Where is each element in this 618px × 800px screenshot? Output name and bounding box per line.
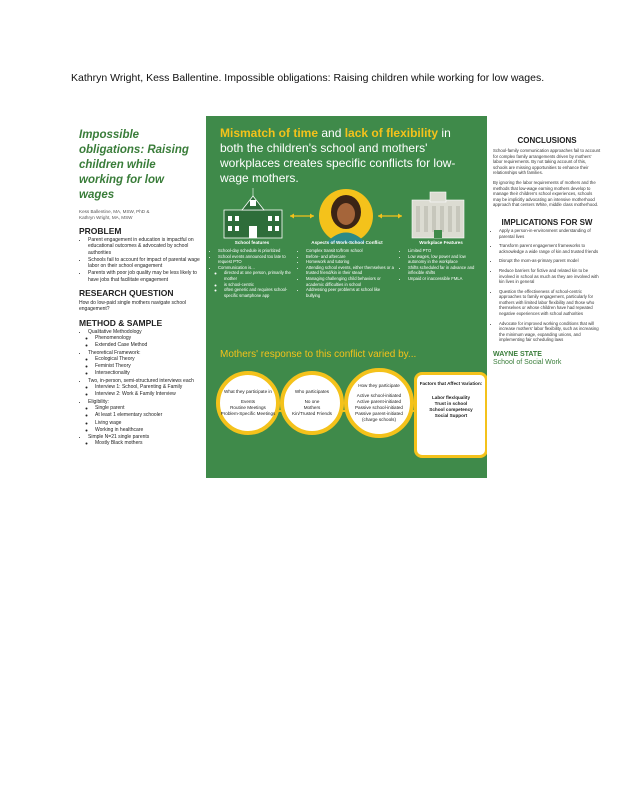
school-feature-subitem: ◦ often generic and requires school-specific smartphone app: [224, 287, 292, 298]
circle-heading: What they participate in: [223, 389, 272, 394]
factors-body: Labor flex/quality Trust in school School competency Social Support: [429, 395, 473, 418]
authors-line-2: Kathryn Wright, MA, MSW: [79, 215, 133, 220]
authors-line-1: Kess Ballentine, MA, MSW, PhD &: [79, 209, 150, 214]
conclusions-paragraph-1: School-family communication approaches fail to account for complex family arrangements driven by mothers' labor requirements. By not taking account of this, schools are missing opportunities to enhance their relationships with families.: [493, 148, 601, 176]
conclusions-paragraph-2: By ignoring the labor requirements of mothers and the methods that low-wage earning mothers develop to manage their children's school experiences, schools may be implicitly advocating an intensive motherhood approach that centers White, middle class motherhood.: [493, 179, 599, 208]
headline-and: and: [318, 126, 345, 140]
conflict-aspects-list: [300, 248, 394, 298]
method-list: [79, 329, 201, 447]
headline-highlight-1: Mismatch of time: [220, 126, 319, 140]
method-subitem: ◦ Feminist Theory: [95, 363, 201, 369]
implication-item: • Reduce barriers for fictive and related kin to be involved in school as much as they are involved with kin lives in general: [499, 268, 601, 285]
wayne-state-logo: [493, 351, 601, 367]
circle-who-participates: [280, 371, 344, 435]
circle-body: No one Mothers Kin/Trusted Friends: [292, 399, 332, 416]
responses-subheading: Mothers' response to this conflict varied by...: [220, 349, 417, 360]
implication-item: • Apply a person-in-environment understanding of parental lives: [499, 228, 601, 239]
method-item: • Two, in-person, semi-structured interviews each ◦ Interview 1: School, Parenting & Family ◦ Interview 2: Work & Family Interview: [88, 378, 201, 398]
problem-item: • Parent engagement in education is impactful on educational outcomes & advocated by school authorities: [88, 237, 201, 256]
method-item: • Theoretical Framework: ◦ Ecological Theory ◦ Feminist Theory ◦ Intersectionality: [88, 350, 201, 377]
headline-highlight-2: lack of flexibility: [344, 126, 439, 140]
school-feature-item: • School-day schedule is prioritized: [218, 248, 292, 254]
problem-list: [79, 237, 201, 283]
method-heading: METHOD & SAMPLE: [79, 317, 163, 328]
circle-how-they-participate: [344, 368, 414, 438]
method-subitem: ◦ Mostly Black mothers: [95, 440, 201, 446]
center-headline: [220, 126, 476, 186]
mother-portrait-icon: [319, 189, 373, 243]
school-feature-subitem: ◦ is school-centric: [224, 282, 292, 288]
conflict-aspect-item: • Homework and tutoring: [306, 259, 394, 265]
workplace-feature-item: • Low wages, low power and low autonomy in the workplace: [408, 254, 480, 265]
school-building-icon: [224, 188, 282, 238]
poster-left-column: [79, 116, 201, 478]
circle-what-they-participate-in: [216, 371, 280, 435]
method-subitem: ◦ Interview 2: Work & Family Interview: [95, 391, 201, 397]
double-arrow-right-icon: [378, 214, 402, 219]
method-item: • Qualitative Methodology ◦ Phenomenology ◦ Extended Case Method: [88, 329, 201, 349]
headline-rest: in both the children's school and mothers' workplaces creates specific conflicts for low-wage mothers.: [220, 126, 456, 185]
workplace-feature-item: • Unpaid or inaccessible FMLA: [408, 276, 480, 282]
research-poster: [79, 116, 601, 478]
conflict-aspects-heading: Aspects of Work-School Conflict: [311, 240, 383, 245]
conflict-aspect-item: • Complex transit to/from school: [306, 248, 394, 254]
research-question-heading: RESEARCH QUESTION: [79, 288, 174, 299]
workplace-building-icon: [412, 192, 464, 238]
problem-item: • Schools fail to account for impact of parental wage labor on their school engagement: [88, 257, 201, 270]
workplace-feature-item: • Limited PTO: [408, 248, 480, 254]
poster-title: Impossible obligations: Raising children while working for low wages: [79, 129, 189, 201]
method-subitem: ◦ Intersectionality: [95, 370, 201, 376]
circle-body: Events Routine Meetings Problem-Specific Meetings: [220, 399, 276, 416]
logo-line-1: WAYNE STATE: [493, 351, 542, 359]
implications-list: [493, 228, 601, 343]
method-subitem: ◦ Ecological Theory: [95, 356, 201, 362]
implication-item: • Transform parent engagement frameworks to acknowledge a wide range of kin and trusted friends: [499, 243, 601, 254]
poster-center-panel: [206, 116, 487, 478]
circle-heading: How they participate: [358, 383, 400, 388]
poster-authors: [79, 209, 201, 221]
school-feature-subitem: ◦ directed at one person, primarily the mother: [224, 270, 292, 281]
circle-heading: Who participates: [294, 389, 330, 394]
school-feature-item: • Communication is... ◦ directed at one person, primarily the mother ◦ is school-centric ◦ often generic and requires school-specific smartphone app: [218, 265, 292, 299]
workplace-features-heading: Workplace Features: [419, 240, 463, 245]
method-item: • Simple N=21 single parents ◦ Mostly Black mothers: [88, 434, 201, 447]
implications-heading: IMPLICATIONS FOR SW: [501, 217, 593, 227]
problem-heading: PROBLEM: [79, 226, 122, 236]
circle-body: Active school-initiated Active parent-initiated Passive school-initiated Passive parent-initiated (charge schools): [354, 393, 403, 422]
method-subitem: ◦ At least 1 elementary schooler: [95, 412, 201, 418]
poster-right-column: [493, 116, 601, 367]
conflict-aspect-item: • Managing challenging child behaviors or academic difficulties in school: [306, 276, 394, 287]
method-subitem: ◦ Single parent: [95, 405, 201, 411]
problem-item: • Parents with poor job quality may be less likely to have jobs that facilitate engagement: [88, 270, 201, 283]
workplace-features-list: [402, 248, 480, 282]
school-features-heading: School features: [234, 240, 270, 245]
illustration-row: [206, 186, 487, 246]
method-subitem: ◦ Living wage: [95, 420, 201, 426]
method-subitem: ◦ Extended Case Method: [95, 342, 201, 348]
document-caption: Kathryn Wright, Kess Ballentine. Impossible obligations: Raising children while working for low wages.: [71, 72, 545, 84]
implication-item: • Question the effectiveness of school-centric approaches to family engagement, particularly for mothers with limited labor flexibility and those who themselves or whose children have had repeated negative experiences with school authorities: [499, 289, 601, 317]
conflict-aspect-item: • Before- and aftercare: [306, 254, 394, 260]
factors-box: [414, 372, 487, 458]
conclusions-heading: CONCLUSIONS: [517, 136, 577, 145]
double-arrow-left-icon: [290, 214, 314, 219]
factors-heading: Factors that Affect Variation:: [419, 381, 483, 386]
school-feature-item: • School events announced too late to request PTO: [218, 254, 292, 265]
workplace-feature-item: • Shifts scheduled far in advance and inflexible shifts: [408, 265, 480, 276]
conflict-aspect-item: • Addressing peer problems at school like bullying: [306, 287, 394, 298]
method-item: • Eligibility: ◦ Single parent ◦ At least 1 elementary schooler ◦ Living wage ◦ Working in healthcare: [88, 399, 201, 433]
method-subitem: ◦ Working in healthcare: [95, 427, 201, 433]
research-question-text: How do low-paid single mothers navigate school engagement?: [79, 300, 187, 313]
method-subitem: ◦ Phenomenology: [95, 335, 201, 341]
implication-item: • Disrupt the mom-as-primary parent model: [499, 258, 601, 264]
implication-item: • Advocate for improved working conditions that will increase mothers' labor flexibility, such as increasing the minimum wage, expanding unions, and implementing fair scheduling laws: [499, 321, 601, 343]
school-features-list: [212, 248, 292, 298]
logo-line-2: School of Social Work: [493, 359, 562, 367]
conflict-aspect-item: • Attending school events, either themselves or a trusted friend/kin in their stead: [306, 265, 394, 276]
method-subitem: ◦ Interview 1: School, Parenting & Family: [95, 384, 201, 390]
